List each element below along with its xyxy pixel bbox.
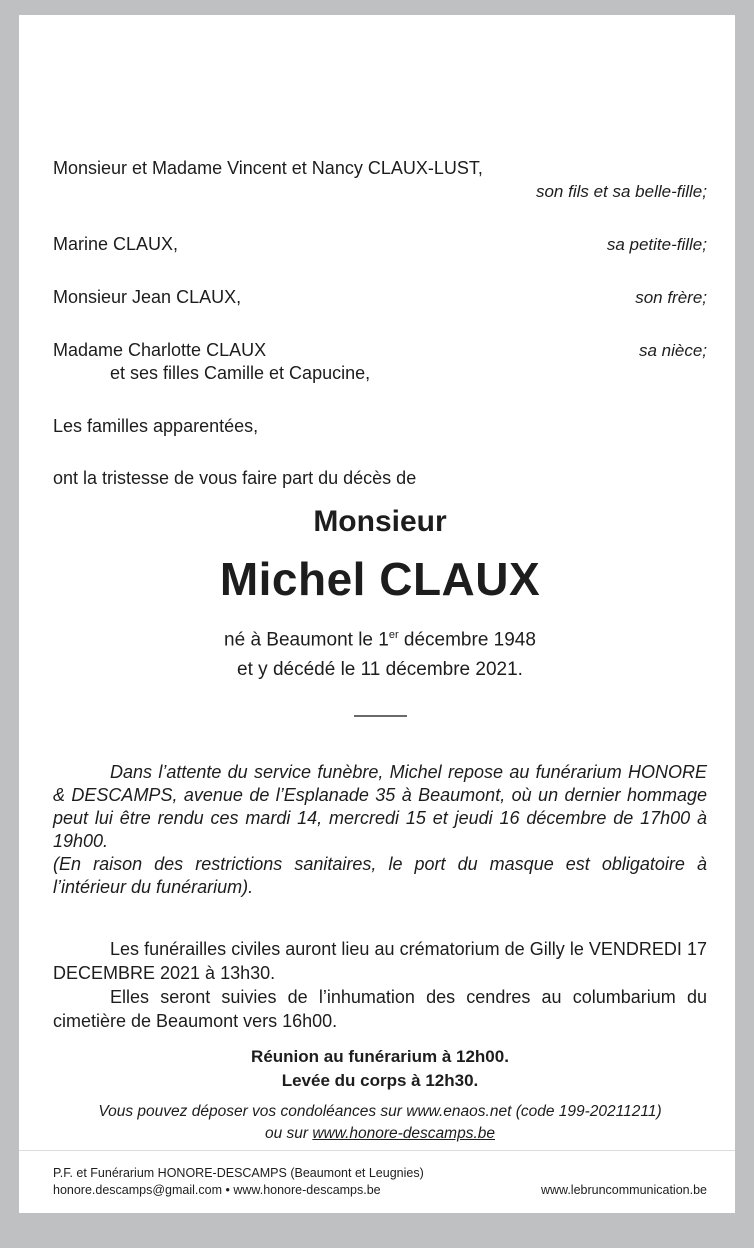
mask-note: (En raison des restrictions sanitaires, le port du masque est obligatoire à l’intérieur du funérarium). (53, 854, 707, 898)
intro-line: ont la tristesse de vous faire part du décès de (53, 468, 417, 488)
condolences-line-2 (53, 1123, 707, 1145)
relative-relation: son fils et sa belle-fille; (535, 182, 707, 201)
repose-paragraph: Dans l’attente du service funèbre, Michel repose au funérarium HONORE & DESCAMPS, avenue de l’Esplanade 35 à Beaumont, où un dernier hommage peut lui être rendu ces mardi 14, mercredi 15 et jeudi 16 décembre de 17h00 à 19h00. (53, 762, 707, 852)
section-divider-rule (354, 715, 407, 717)
condolences-line-2-prefix: ou sur (264, 1125, 313, 1143)
deceased-title: Monsieur (313, 505, 447, 538)
relative-daughters-line: et ses filles Camille et Capucine, (110, 363, 371, 383)
funeral-home-contact-line: honore.descamps@gmail.com • www.honore-descamps.be (53, 1183, 381, 1197)
footer-divider-rule (19, 1150, 735, 1151)
funeral-paragraph-1: Les funérailles civiles auront lieu au crématorium de Gilly le VENDREDI 17 DECEMBRE 2021 à 13h30. (53, 939, 707, 984)
relative-row (53, 157, 707, 203)
relative-relation: sa petite-fille; (606, 235, 707, 254)
relative-row (53, 233, 707, 256)
relatives-list (53, 157, 707, 385)
birth-line (53, 620, 707, 655)
families-line: Les familles apparentées, (53, 416, 259, 436)
funeral-home-line: P.F. et Funérarium HONORE-DESCAMPS (Beaumont et Leugnies) (53, 1166, 424, 1180)
relative-name: Marine CLAUX, (53, 234, 179, 254)
relative-relation: sa nièce; (638, 341, 707, 360)
meeting-block (53, 1045, 707, 1093)
footer-left (53, 1165, 424, 1199)
funeral-paragraph-2: Elles seront suivies de l’inhumation des cendres au columbarium du cimetière de Beaumont vers 16h00. (53, 987, 707, 1032)
condolences-website-link: www.honore-descamps.be (312, 1125, 496, 1143)
birth-prefix: né à Beaumont le 1 (224, 629, 389, 651)
footer (53, 1165, 707, 1199)
meeting-line-1: Réunion au funérarium à 12h00. (251, 1047, 509, 1067)
relative-row (53, 339, 707, 385)
relative-relation: son frère; (635, 288, 707, 307)
death-line: et y décédé le 11 décembre 2021. (237, 659, 523, 681)
condolences-line-1: Vous pouvez déposer vos condoléances sur www.enaos.net (code 199-20211211) (98, 1103, 662, 1121)
deceased-name: Michel CLAUX (219, 553, 541, 605)
meeting-line-2: Levée du corps à 12h30. (281, 1071, 479, 1091)
relative-name: Monsieur et Madame Vincent et Nancy CLAUX-LUST, (53, 158, 483, 178)
relative-name: Madame Charlotte CLAUX (53, 340, 267, 360)
condolences-block (53, 1101, 707, 1145)
birth-ordinal-sup: er (388, 629, 399, 641)
birth-suffix: décembre 1948 (398, 629, 536, 651)
printer-credit: www.lebruncommunication.be (540, 1183, 707, 1197)
relative-name: Monsieur Jean CLAUX, (53, 287, 242, 307)
relative-row (53, 286, 707, 309)
death-announcement-card (19, 15, 735, 1213)
